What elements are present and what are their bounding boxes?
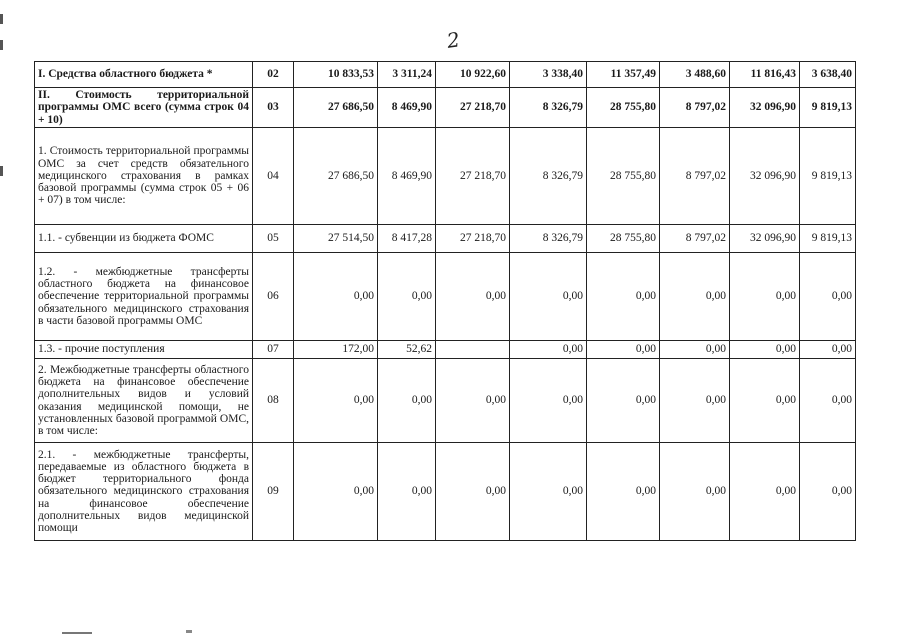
row-value: 0,00	[510, 253, 587, 341]
row-value: 0,00	[800, 341, 856, 359]
row-name: 1.3. - прочие поступления	[35, 341, 253, 359]
row-value: 0,00	[660, 443, 730, 541]
budget-table	[34, 61, 856, 541]
row-value: 0,00	[587, 359, 660, 443]
row-value: 11 816,43	[730, 62, 800, 88]
table-row	[35, 88, 856, 128]
row-code: 02	[253, 62, 294, 88]
row-value: 0,00	[660, 359, 730, 443]
row-value: 11 357,49	[587, 62, 660, 88]
table-row	[35, 443, 856, 541]
row-name: II. Стоимость территориальной программы ОМС всего (сумма строк 04 + 10)	[35, 88, 253, 128]
row-value: 28 755,80	[587, 88, 660, 128]
scan-edge-marks	[0, 0, 4, 640]
row-value: 0,00	[378, 443, 436, 541]
row-value: 28 755,80	[587, 225, 660, 253]
row-value: 0,00	[294, 443, 378, 541]
row-name: 2.1. - межбюджетные трансферты, передаваемые из областного бюджета в бюджет территориального фонда обязательного медицинского страхования на финансовое обеспечение дополнительных видов медицинской помощи	[35, 443, 253, 541]
row-code: 08	[253, 359, 294, 443]
row-name: 1. Стоимость территориальной программы ОМС за счет средств обязательного медицинского страхования в рамках базовой программы (сумма строк 05 + 06 + 07) в том числе:	[35, 128, 253, 225]
row-value: 0,00	[510, 443, 587, 541]
row-value: 8 469,90	[378, 128, 436, 225]
row-name: 1.2. - межбюджетные трансферты областного бюджета на финансовое обеспечение территориальной программы обязательного медицинского страхования в части базовой программы ОМС	[35, 253, 253, 341]
row-value: 0,00	[510, 359, 587, 443]
row-value: 27 218,70	[436, 128, 510, 225]
row-value: 32 096,90	[730, 225, 800, 253]
row-value: 10 922,60	[436, 62, 510, 88]
row-value	[436, 341, 510, 359]
row-value: 0,00	[294, 359, 378, 443]
row-value: 0,00	[730, 443, 800, 541]
row-value: 0,00	[378, 359, 436, 443]
table-row	[35, 128, 856, 225]
scan-bottom-mark	[186, 630, 192, 633]
page-number: 2	[445, 27, 462, 53]
row-value: 0,00	[378, 253, 436, 341]
row-value: 0,00	[730, 359, 800, 443]
row-value: 8 326,79	[510, 88, 587, 128]
row-value: 27 514,50	[294, 225, 378, 253]
row-value: 172,00	[294, 341, 378, 359]
row-code: 04	[253, 128, 294, 225]
row-value: 0,00	[436, 443, 510, 541]
row-value: 0,00	[730, 341, 800, 359]
row-value: 3 638,40	[800, 62, 856, 88]
row-name: 2. Межбюджетные трансферты областного бюджета на финансовое обеспечение дополнительных видов и условий оказания медицинской помощи, не установленных базовой программой ОМС, в том числе:	[35, 359, 253, 443]
row-value: 0,00	[587, 341, 660, 359]
row-code: 07	[253, 341, 294, 359]
row-value: 0,00	[587, 253, 660, 341]
row-value: 3 338,40	[510, 62, 587, 88]
row-name: 1.1. - субвенции из бюджета ФОМС	[35, 225, 253, 253]
row-value: 9 819,13	[800, 225, 856, 253]
row-code: 09	[253, 443, 294, 541]
row-value: 27 218,70	[436, 225, 510, 253]
row-code: 05	[253, 225, 294, 253]
budget-table-body	[35, 62, 856, 541]
row-value: 0,00	[294, 253, 378, 341]
row-code: 06	[253, 253, 294, 341]
row-name: I. Средства областного бюджета *	[35, 62, 253, 88]
row-value: 0,00	[436, 359, 510, 443]
row-value: 0,00	[800, 443, 856, 541]
row-value: 27 686,50	[294, 88, 378, 128]
row-value: 27 686,50	[294, 128, 378, 225]
row-value: 0,00	[587, 443, 660, 541]
row-value: 8 326,79	[510, 128, 587, 225]
row-value: 28 755,80	[587, 128, 660, 225]
row-value: 8 417,28	[378, 225, 436, 253]
row-value: 8 797,02	[660, 225, 730, 253]
row-value: 0,00	[436, 253, 510, 341]
row-value: 0,00	[660, 253, 730, 341]
row-value: 9 819,13	[800, 88, 856, 128]
table-row	[35, 225, 856, 253]
row-value: 32 096,90	[730, 88, 800, 128]
table-row	[35, 359, 856, 443]
row-value: 0,00	[800, 359, 856, 443]
row-value: 27 218,70	[436, 88, 510, 128]
row-value: 0,00	[510, 341, 587, 359]
table-row	[35, 62, 856, 88]
row-value: 3 488,60	[660, 62, 730, 88]
row-value: 0,00	[730, 253, 800, 341]
row-value: 9 819,13	[800, 128, 856, 225]
row-value: 0,00	[800, 253, 856, 341]
row-value: 8 326,79	[510, 225, 587, 253]
row-value: 10 833,53	[294, 62, 378, 88]
row-value: 52,62	[378, 341, 436, 359]
table-row	[35, 253, 856, 341]
row-value: 3 311,24	[378, 62, 436, 88]
row-value: 8 797,02	[660, 88, 730, 128]
table-row	[35, 341, 856, 359]
row-value: 0,00	[660, 341, 730, 359]
row-code: 03	[253, 88, 294, 128]
scan-bottom-mark	[62, 632, 92, 634]
row-value: 32 096,90	[730, 128, 800, 225]
row-value: 8 797,02	[660, 128, 730, 225]
row-value: 8 469,90	[378, 88, 436, 128]
